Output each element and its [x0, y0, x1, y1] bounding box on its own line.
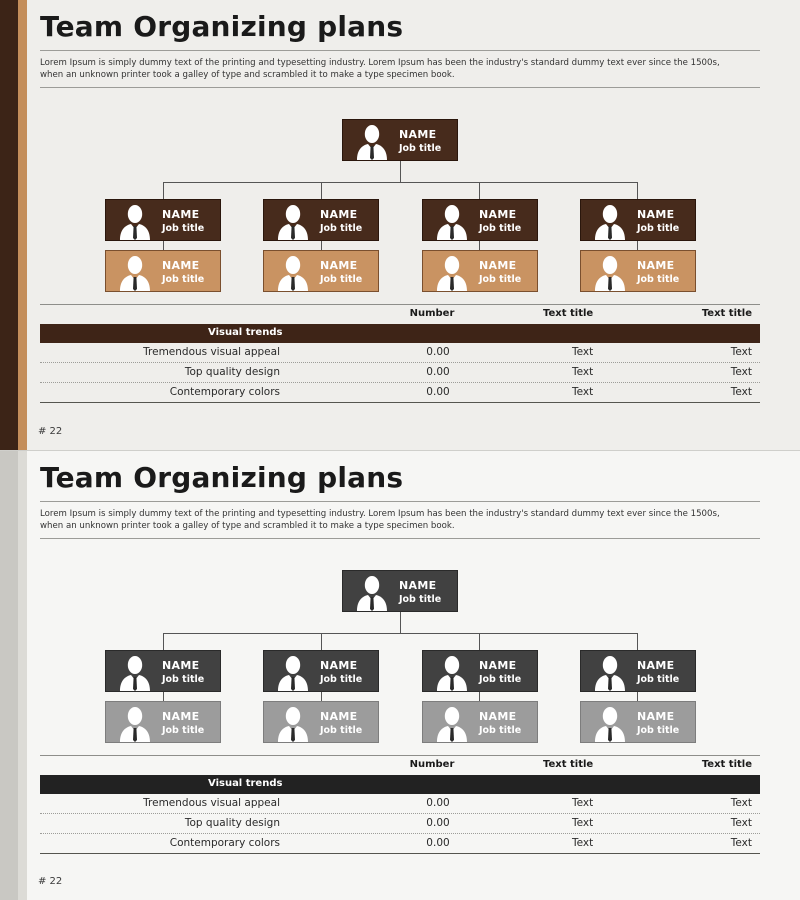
person-avatar-icon	[593, 653, 627, 691]
column-header: Text title	[701, 759, 752, 770]
cell-text: Text	[572, 366, 594, 378]
connector-line	[163, 241, 164, 250]
table-row	[40, 363, 760, 383]
cell-text: Text	[730, 346, 752, 358]
node-job-title: Job title	[479, 674, 522, 685]
row-label: Contemporary colors	[169, 837, 280, 849]
cell-text: Text	[730, 386, 752, 398]
cell-text: Text	[572, 817, 594, 829]
cell-number: 0.00	[426, 837, 450, 849]
section-label: Visual trends	[208, 778, 283, 789]
person-avatar-icon	[355, 122, 389, 160]
person-avatar-icon	[118, 253, 152, 291]
cell-text: Text	[572, 837, 594, 849]
row-label: Top quality design	[184, 817, 280, 829]
node-job-title: Job title	[162, 274, 205, 285]
node-name: NAME	[399, 128, 437, 141]
connector-line	[400, 161, 401, 182]
person-avatar-icon	[435, 653, 469, 691]
node-name: NAME	[479, 208, 517, 221]
org-node-level1	[105, 650, 221, 692]
connector-line	[321, 633, 322, 650]
person-avatar-icon	[118, 653, 152, 691]
org-node-level1	[422, 199, 538, 241]
node-name: NAME	[479, 259, 517, 272]
org-node-level1	[105, 199, 221, 241]
cell-text: Text	[730, 366, 752, 378]
table-row	[40, 383, 760, 403]
person-avatar-icon	[118, 704, 152, 742]
connector-line	[321, 692, 322, 701]
side-bar-dark	[0, 0, 18, 450]
connector-line	[321, 241, 322, 250]
person-avatar-icon	[593, 253, 627, 291]
org-node-level2	[422, 701, 538, 743]
node-name: NAME	[399, 579, 437, 592]
node-name: NAME	[320, 710, 358, 723]
column-header: Number	[409, 308, 455, 319]
description-divider	[40, 87, 760, 88]
column-header: Text title	[543, 308, 594, 319]
node-job-title: Job title	[637, 674, 680, 685]
node-job-title: Job title	[399, 143, 442, 154]
node-name: NAME	[162, 710, 200, 723]
connector-line	[479, 633, 480, 650]
node-job-title: Job title	[637, 223, 680, 234]
node-name: NAME	[162, 208, 200, 221]
node-job-title: Job title	[162, 223, 205, 234]
node-name: NAME	[479, 710, 517, 723]
connector-line	[637, 182, 638, 199]
node-name: NAME	[637, 259, 675, 272]
data-table	[40, 755, 760, 854]
page-number: # 22	[38, 426, 63, 437]
node-job-title: Job title	[479, 274, 522, 285]
person-avatar-icon	[276, 253, 310, 291]
table-row	[40, 343, 760, 363]
org-node-level2	[263, 701, 379, 743]
node-name: NAME	[637, 710, 675, 723]
cell-number: 0.00	[426, 817, 450, 829]
node-job-title: Job title	[320, 274, 363, 285]
org-node-level1	[263, 199, 379, 241]
table-row	[40, 814, 760, 834]
org-node-level2	[580, 250, 696, 292]
connector-line	[479, 241, 480, 250]
cell-number: 0.00	[426, 386, 450, 398]
org-node-root	[342, 119, 458, 161]
connector-line	[163, 692, 164, 701]
node-name: NAME	[162, 659, 200, 672]
data-table	[40, 304, 760, 403]
connector-line	[400, 612, 401, 633]
org-node-root	[342, 570, 458, 612]
person-avatar-icon	[435, 202, 469, 240]
connector-line	[163, 633, 164, 650]
org-node-level1	[263, 650, 379, 692]
org-node-level1	[580, 650, 696, 692]
section-band	[40, 324, 760, 343]
node-name: NAME	[479, 659, 517, 672]
slide-description: Lorem Ipsum is simply dummy text of the printing and typesetting industry. Lorem Ipsum has been the industry's standard dummy text ever since the 1500s, when an unknown printer took a galley of type and scrambled it to make a type specimen book.	[40, 509, 720, 531]
org-node-level2	[105, 250, 221, 292]
cell-text: Text	[730, 837, 752, 849]
connector-line	[163, 182, 164, 199]
side-bar-accent	[18, 451, 27, 900]
section-label: Visual trends	[208, 327, 283, 338]
node-job-title: Job title	[320, 725, 363, 736]
node-job-title: Job title	[637, 725, 680, 736]
side-bar-dark	[0, 451, 18, 900]
node-name: NAME	[320, 659, 358, 672]
slide-title: Team Organizing plans	[40, 461, 404, 494]
node-job-title: Job title	[637, 274, 680, 285]
table-row	[40, 794, 760, 814]
node-name: NAME	[637, 208, 675, 221]
person-avatar-icon	[276, 202, 310, 240]
column-header: Number	[409, 759, 455, 770]
column-header: Text title	[701, 308, 752, 319]
cell-text: Text	[730, 817, 752, 829]
org-node-level2	[263, 250, 379, 292]
org-node-level2	[580, 701, 696, 743]
page-number: # 22	[38, 876, 63, 887]
cell-text: Text	[572, 346, 594, 358]
connector-line	[479, 182, 480, 199]
cell-text: Text	[572, 386, 594, 398]
node-name: NAME	[320, 259, 358, 272]
cell-text: Text	[730, 797, 752, 809]
person-avatar-icon	[276, 653, 310, 691]
person-avatar-icon	[593, 202, 627, 240]
org-node-level1	[580, 199, 696, 241]
person-avatar-icon	[435, 253, 469, 291]
connector-line	[163, 633, 638, 634]
cell-text: Text	[572, 797, 594, 809]
connector-line	[637, 241, 638, 250]
row-label: Tremendous visual appeal	[143, 797, 280, 809]
node-job-title: Job title	[479, 223, 522, 234]
cell-number: 0.00	[426, 346, 450, 358]
person-avatar-icon	[355, 573, 389, 611]
node-name: NAME	[637, 659, 675, 672]
node-job-title: Job title	[320, 674, 363, 685]
connector-line	[637, 692, 638, 701]
person-avatar-icon	[118, 202, 152, 240]
org-node-level2	[422, 250, 538, 292]
node-job-title: Job title	[320, 223, 363, 234]
section-band	[40, 775, 760, 794]
slide-title: Team Organizing plans	[40, 10, 404, 43]
org-node-level1	[422, 650, 538, 692]
connector-line	[163, 182, 638, 183]
org-node-level2	[105, 701, 221, 743]
cell-number: 0.00	[426, 366, 450, 378]
connector-line	[479, 692, 480, 701]
title-divider	[40, 50, 760, 51]
cell-number: 0.00	[426, 797, 450, 809]
connector-line	[637, 633, 638, 650]
node-job-title: Job title	[479, 725, 522, 736]
column-header: Text title	[543, 759, 594, 770]
node-job-title: Job title	[399, 594, 442, 605]
node-name: NAME	[162, 259, 200, 272]
row-label: Top quality design	[184, 366, 280, 378]
person-avatar-icon	[435, 704, 469, 742]
node-job-title: Job title	[162, 725, 205, 736]
side-bar-accent	[18, 0, 27, 450]
node-job-title: Job title	[162, 674, 205, 685]
row-label: Tremendous visual appeal	[143, 346, 280, 358]
slide-gray	[0, 450, 800, 900]
person-avatar-icon	[593, 704, 627, 742]
table-row	[40, 834, 760, 854]
title-divider	[40, 501, 760, 502]
slide-description: Lorem Ipsum is simply dummy text of the printing and typesetting industry. Lorem Ipsum has been the industry's standard dummy text ever since the 1500s, when an unknown printer took a galley of type and scrambled it to make a type specimen book.	[40, 58, 720, 80]
table-header	[40, 755, 760, 775]
person-avatar-icon	[276, 704, 310, 742]
description-divider	[40, 538, 760, 539]
table-header	[40, 304, 760, 324]
connector-line	[321, 182, 322, 199]
row-label: Contemporary colors	[169, 386, 280, 398]
node-name: NAME	[320, 208, 358, 221]
